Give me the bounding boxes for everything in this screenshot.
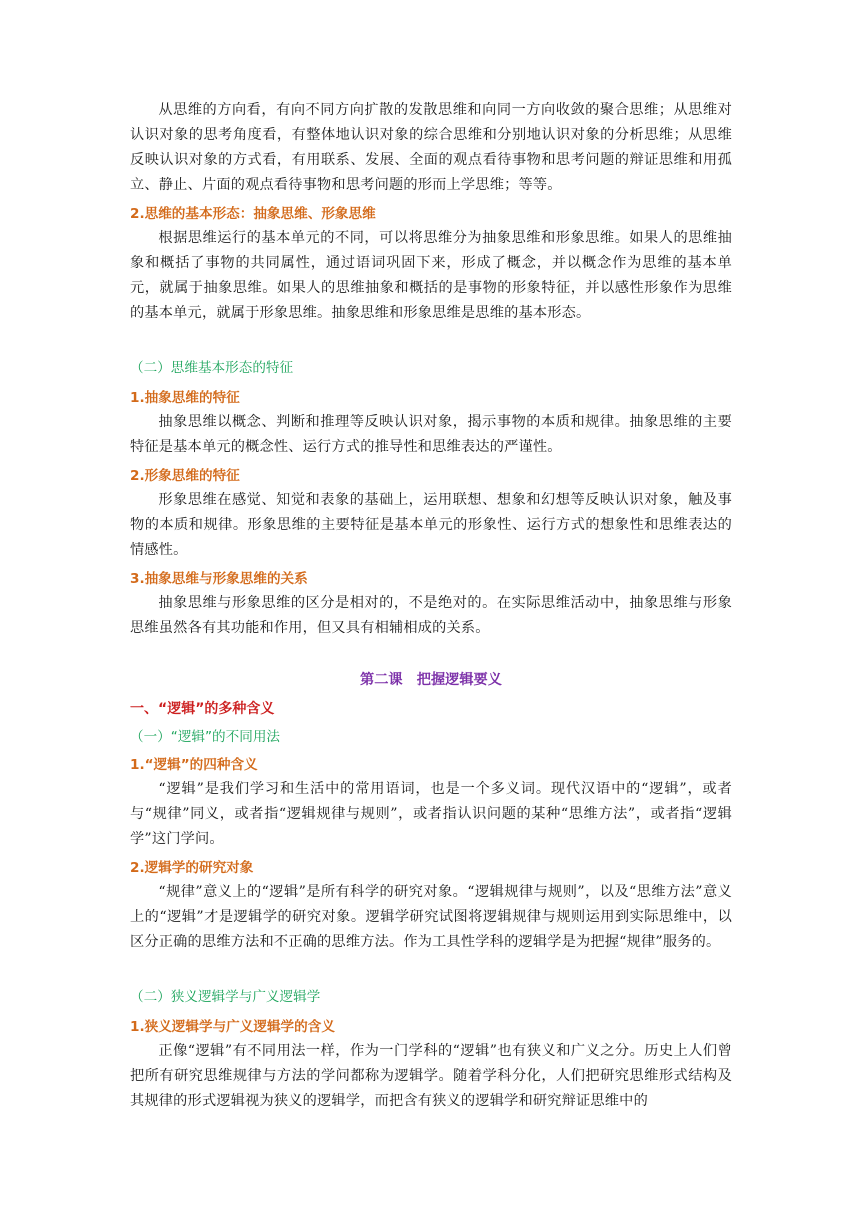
heading-four-meanings: 1.“逻辑”的四种含义 [130, 757, 258, 773]
heading-usage: （一）“逻辑”的不同用法 [130, 729, 281, 745]
heading-relation: 3.抽象思维与形象思维的关系 [130, 571, 308, 587]
heading-section-features: （二）思维基本形态的特征 [130, 360, 294, 376]
heading-part-one: 一、“逻辑”的多种含义 [130, 701, 275, 717]
lesson-title: 第二课 把握逻辑要义 [360, 672, 502, 688]
paragraph-research-object: “规律”意义上的“逻辑”是所有科学的研究对象。“逻辑规律与规则”，以及“思维方法”意义上的“逻辑”才是逻辑学的研究对象。逻辑学研究试图将逻辑规律与规则运用到实际思维中，以区分正确的思维方法和不正确的思维方法。作为工具性学科的逻辑学是为把握“规律”服务的。 [130, 884, 732, 950]
paragraph-abstract-features: 抽象思维以概念、判断和推理等反映认识对象，揭示事物的本质和规律。抽象思维的主要特征是基本单元的概念性、运行方式的推导性和思维表达的严谨性。 [130, 414, 732, 455]
heading-basic-forms: 2.思维的基本形态：抽象思维、形象思维 [130, 206, 376, 222]
heading-abstract-features: 1.抽象思维的特征 [130, 390, 240, 406]
heading-image-features: 2.形象思维的特征 [130, 468, 240, 484]
paragraph-image-features: 形象思维在感觉、知觉和表象的基础上，运用联想、想象和幻想等反映认识对象，触及事物的本质和规律。形象思维的主要特征是基本单元的形象性、运行方式的想象性和思维表达的情感性。 [130, 492, 732, 558]
paragraph-narrow-broad-meaning: 正像“逻辑”有不同用法一样，作为一门学科的“逻辑”也有狭义和广义之分。历史上人们曾把所有研究思维规律与方法的学问都称为逻辑学。随着学科分化，人们把研究思维形式结构及其规律的形式逻辑视为狭义的逻辑学，而把含有狭义的逻辑学和研究辩证思维中的 [130, 1043, 732, 1109]
paragraph-relation: 抽象思维与形象思维的区分是相对的，不是绝对的。在实际思维活动中，抽象思维与形象思维虽然各有其功能和作用，但又具有相辅相成的关系。 [130, 595, 732, 636]
paragraph-basic-forms: 根据思维运行的基本单元的不同，可以将思维分为抽象思维和形象思维。如果人的思维抽象和概括了事物的共同属性，通过语词巩固下来，形成了概念，并以概念作为思维的基本单元，就属于抽象思维。如果人的思维抽象和概括的是事物的形象特征，并以感性形象作为思维的基本单元，就属于形象思维。抽象思维和形象思维是思维的基本形态。 [130, 230, 732, 321]
document-page [130, 98, 732, 1114]
heading-narrow-broad-meaning: 1.狭义逻辑学与广义逻辑学的含义 [130, 1019, 335, 1035]
heading-research-object: 2.逻辑学的研究对象 [130, 860, 254, 876]
paragraph-four-meanings: “逻辑”是我们学习和生活中的常用语词，也是一个多义词。现代汉语中的“逻辑”，或者与“规律”同义，或者指“逻辑规律与规则”，或者指认识问题的某种“思维方法”，或者指“逻辑学”这门学问。 [130, 781, 732, 847]
paragraph-thinking-directions: 从思维的方向看，有向不同方向扩散的发散思维和向同一方向收敛的聚合思维；从思维对认识对象的思考角度看，有整体地认识对象的综合思维和分别地认识对象的分析思维；从思维反映认识对象的方式看，有用联系、发展、全面的观点看待事物和思考问题的辩证思维和用孤立、静止、片面的观点看待事物和思考问题的形而上学思维；等等。 [130, 102, 732, 193]
heading-narrow-broad: （二）狭义逻辑学与广义逻辑学 [130, 989, 321, 1005]
